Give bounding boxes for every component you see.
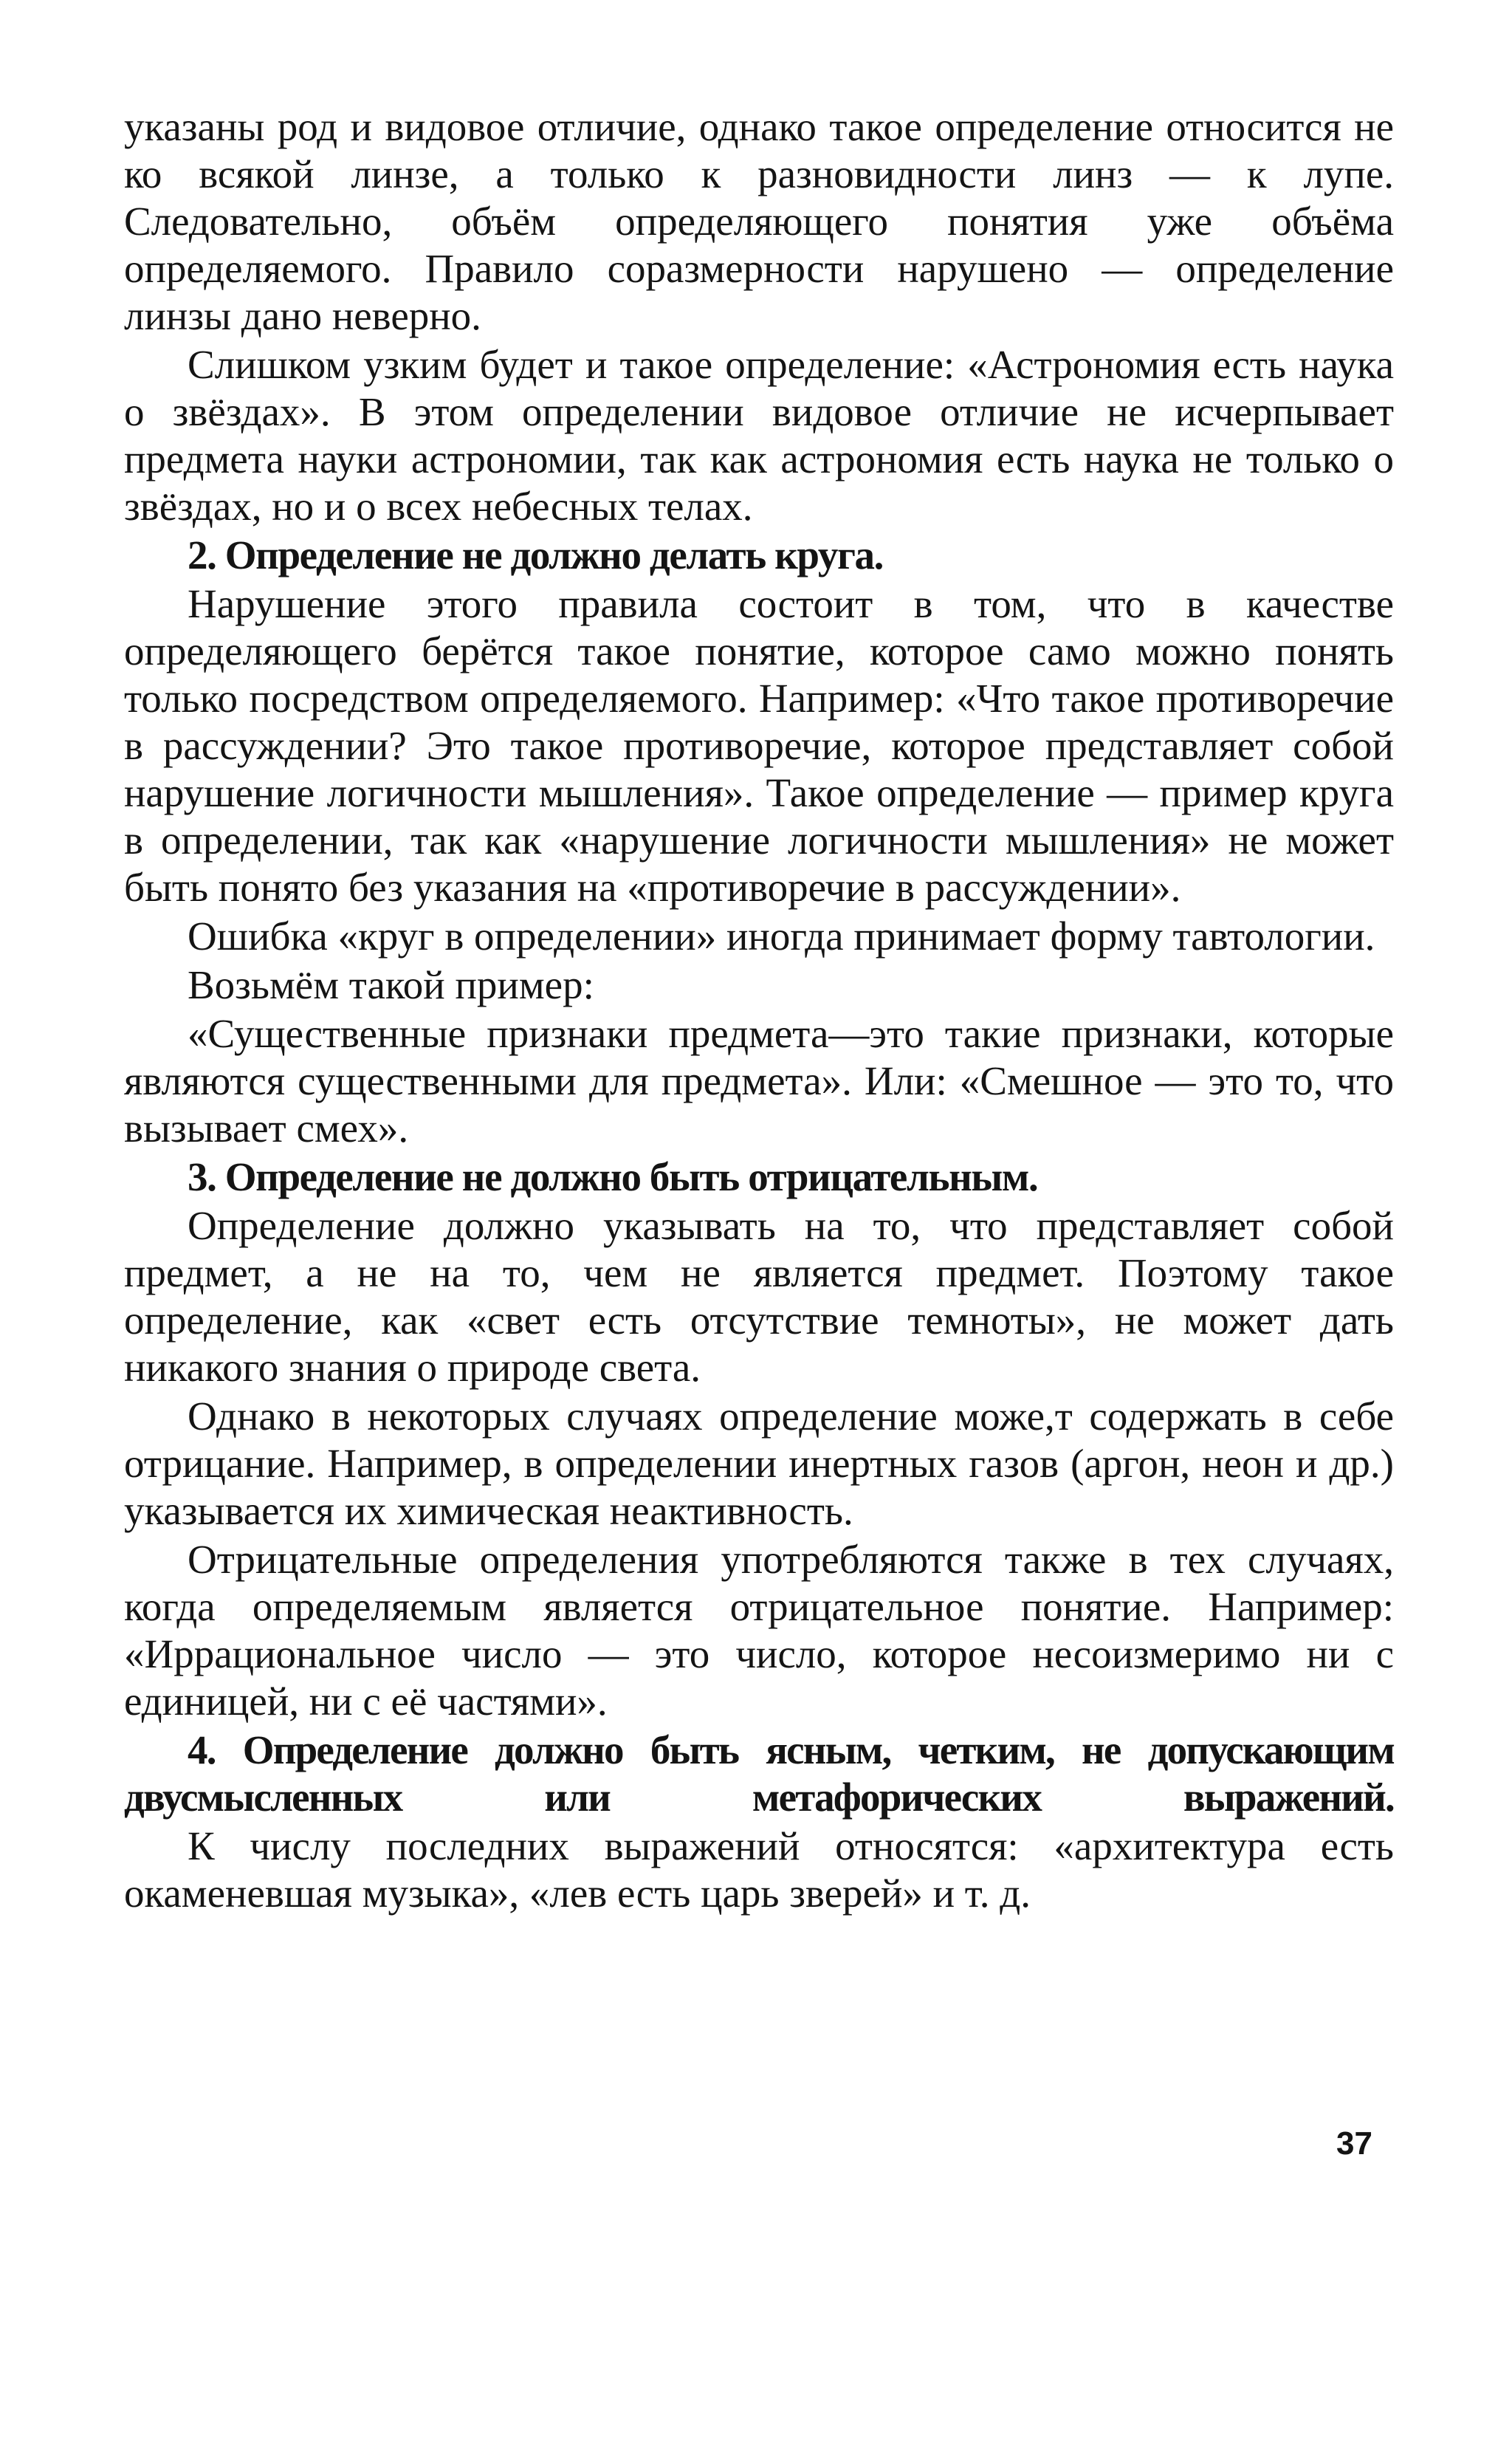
paragraph-tautology-examples: «Существенные признаки предмета—это такие признаки, которые являются существенными для предмета». Или: «Смешное — это то, что вызывает смех». — [124, 1011, 1394, 1151]
paragraph-circular-definition: Нарушение этого правила состоит в том, что в качестве определяющего берётся такое понятие, которое само можно понять только посредством определяемого. Например: «Что такое противоречие в рассуждении? Это такое противоречие, которое представляет собой нарушение логичности мышления». Такое определение — пример круга в определении, так как «нарушение логичности мышления» не может быть понято без указания на «противоречие в рассуждении». — [124, 581, 1394, 910]
rule-4-heading: 4. Определение должно быть ясным, четким, не допускающим двусмысленных или метафорических выражений. — [124, 1727, 1394, 1820]
page-body — [124, 103, 1394, 1919]
paragraph-example-intro: Возьмём такой пример: — [188, 962, 594, 1007]
paragraph-lens-definition: указаны род и видовое отличие, однако такое определение относится не ко всякой линзе, а только к разновидности линз — к лупе. Следовательно, объём определяющего понятия уже объёма определяемого. Правило соразмерности нарушено — определение линзы дано неверно. — [124, 104, 1394, 338]
page-number: 37 — [1336, 2125, 1372, 2162]
rule-3-heading: 3. Определение не должно быть отрицательным. — [188, 1154, 1038, 1199]
paragraph-tautology: Ошибка «круг в определении» иногда принимает форму тавтологии. — [188, 914, 1375, 959]
paragraph-negative-definition: Определение должно указывать на то, что представляет собой предмет, а не на то, чем не является предмет. Поэтому такое определение, как «свет есть отсутствие темноты», не может дать никакого знания о природе света. — [124, 1203, 1394, 1390]
rule-2-heading: 2. Определение не должно делать круга. — [188, 532, 884, 577]
paragraph-metaphors: К числу последних выражений относятся: «архитектура есть окаменевшая музыка», «лев есть царь зверей» и т. д. — [124, 1823, 1394, 1916]
paragraph-irrational-number: Отрицательные определения употребляются также в тех случаях, когда определяемым является отрицательное понятие. Например: «Иррациональное число — это число, которое несоизмеримо ни с единицей, ни с её частями». — [124, 1537, 1394, 1724]
paragraph-inert-gases: Однако в некоторых случаях определение може,т содержать в себе отрицание. Например, в определении инертных газов (аргон, неон и др.) указывается их химическая неактивность. — [124, 1394, 1394, 1533]
paragraph-astronomy-definition: Слишком узким будет и такое определение: «Астрономия есть наука о звёздах». В этом определении видовое отличие не исчерпывает предмета науки астрономии, так как астрономия есть наука не только о звёздах, но и о всех небесных телах. — [124, 342, 1394, 529]
